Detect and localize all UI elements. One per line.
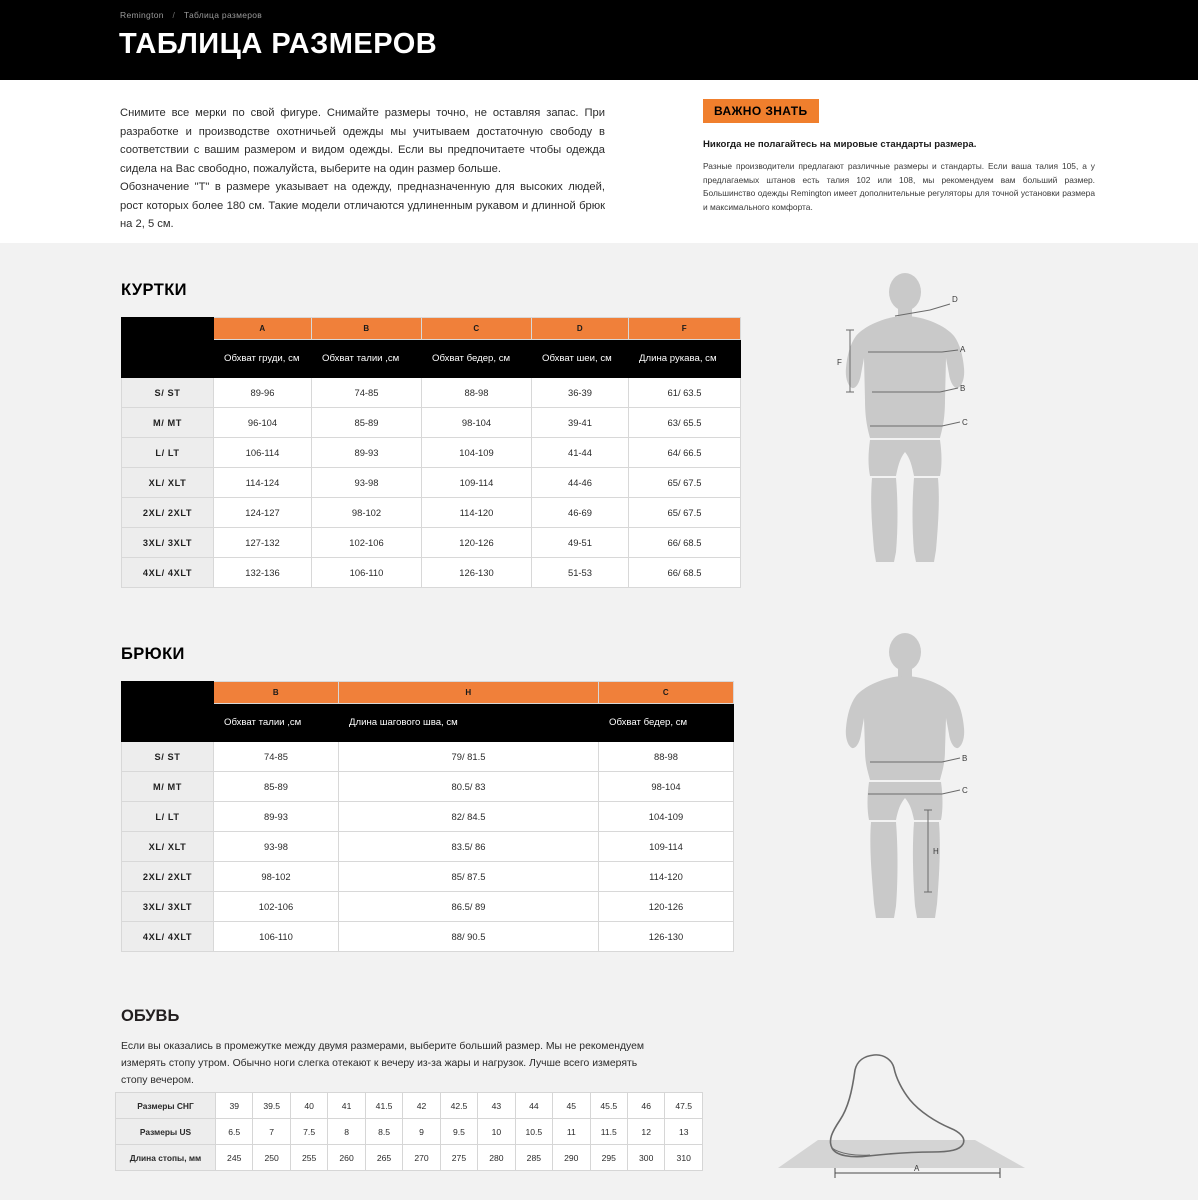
shoes-cell-2-0: 245 bbox=[216, 1145, 253, 1171]
shoes-cell-1-9: 11 bbox=[553, 1119, 590, 1145]
table-row bbox=[122, 832, 734, 862]
jackets-cell-2-1: 106-114 bbox=[214, 438, 312, 468]
shoes-cell-0-7: 43 bbox=[478, 1093, 515, 1119]
jackets-header-1: Обхват груди, см bbox=[214, 340, 312, 378]
pants-cell-0-1: 74-85 bbox=[214, 742, 339, 772]
shoes-cell-1-8: 10.5 bbox=[515, 1119, 552, 1145]
pants-cell-1-3: 98-104 bbox=[599, 772, 734, 802]
shoes-table bbox=[115, 1092, 703, 1171]
pants-cell-4-3: 114-120 bbox=[599, 862, 734, 892]
shoes-cell-1-1: 7 bbox=[253, 1119, 290, 1145]
jackets-header-3: Обхват бедер, см bbox=[422, 340, 532, 378]
jackets-cell-6-5: 66/ 68.5 bbox=[629, 558, 741, 588]
pants-measurement-figure bbox=[790, 630, 1020, 930]
jacket-label-C: C bbox=[962, 418, 968, 427]
jackets-letter-4: D bbox=[532, 318, 629, 340]
table-row bbox=[122, 742, 734, 772]
table-row bbox=[122, 802, 734, 832]
table-row bbox=[116, 1145, 703, 1171]
shoes-cell-2-4: 265 bbox=[365, 1145, 402, 1171]
jackets-cell-4-2: 98-102 bbox=[312, 498, 422, 528]
jackets-header-4: Обхват шеи, см bbox=[532, 340, 629, 378]
pants-cell-4-0: 2XL/ 2XLT bbox=[122, 862, 214, 892]
intro-paragraph-2: Обозначение "Т" в размере указывает на одежду, предназначенную для высоких людей, рост которых более 180 см. Такие модели отличаются удлиненным рукавом и длинной брюк на 2, 5 см. bbox=[120, 181, 605, 230]
pants-cell-5-3: 120-126 bbox=[599, 892, 734, 922]
intro-paragraph-1: Снимите все мерки по свой фигуре. Снимайте размеры точно, не оставляя запас. При разработке и производстве охотничьей одежды мы учитываем достаточную свободу в соответствии с вашим размером и видом одежды. Если вы предпочитаете чтобы одежда сидела на Вас свободно, пожалуйста, выберите на один размер больше. bbox=[120, 107, 605, 175]
pants-cell-4-1: 98-102 bbox=[214, 862, 339, 892]
table-row bbox=[122, 862, 734, 892]
shoes-cell-0-10: 45.5 bbox=[590, 1093, 627, 1119]
shoes-cell-2-2: 255 bbox=[290, 1145, 327, 1171]
jackets-cell-6-3: 126-130 bbox=[422, 558, 532, 588]
jackets-cell-5-2: 102-106 bbox=[312, 528, 422, 558]
jackets-cell-0-0: S/ ST bbox=[122, 378, 214, 408]
shoes-cell-2-3: 260 bbox=[328, 1145, 365, 1171]
jackets-header-0 bbox=[122, 340, 214, 378]
shoes-row-label-0: Размеры СНГ bbox=[116, 1093, 216, 1119]
pants-cell-5-1: 102-106 bbox=[214, 892, 339, 922]
pants-cell-1-0: M/ MT bbox=[122, 772, 214, 802]
table-row bbox=[122, 378, 741, 408]
pants-cell-3-3: 109-114 bbox=[599, 832, 734, 862]
jackets-header-2: Обхват талии ,см bbox=[312, 340, 422, 378]
pants-letter-3: C bbox=[599, 682, 734, 704]
shoes-cell-2-9: 290 bbox=[553, 1145, 590, 1171]
jackets-letter-2: B bbox=[312, 318, 422, 340]
shoes-cell-2-12: 310 bbox=[665, 1145, 703, 1171]
jackets-cell-2-2: 89-93 bbox=[312, 438, 422, 468]
shoes-cell-2-1: 250 bbox=[253, 1145, 290, 1171]
jackets-cell-2-3: 104-109 bbox=[422, 438, 532, 468]
breadcrumb bbox=[120, 10, 262, 20]
jackets-table-wrap bbox=[121, 317, 717, 588]
shoes-cell-1-0: 6.5 bbox=[216, 1119, 253, 1145]
shoes-text: Если вы оказались в промежутке между двумя размерами, выберите больший размер. Мы не рекомендуем измерять стопу утром. Обычно ноги слегка отекают к вечеру из-за жары и нагрузок. Лучше всего измерять стопу вечером. bbox=[121, 1041, 645, 1086]
pants-cell-6-0: 4XL/ 4XLT bbox=[122, 922, 214, 952]
table-row bbox=[122, 438, 741, 468]
table-row bbox=[122, 498, 741, 528]
shoes-row-label-2: Длина стопы, мм bbox=[116, 1145, 216, 1171]
pants-header-3: Обхват бедер, см bbox=[599, 704, 734, 742]
pants-label-H: H bbox=[933, 847, 939, 856]
jackets-cell-3-4: 44-46 bbox=[532, 468, 629, 498]
important-subtitle: Никогда не полагайтесь на мировые стандарты размера. bbox=[703, 139, 977, 150]
shoes-cell-1-10: 11.5 bbox=[590, 1119, 627, 1145]
intro-text bbox=[120, 104, 605, 234]
pants-header-2: Длина шагового шва, см bbox=[339, 704, 599, 742]
shoes-cell-0-5: 42 bbox=[403, 1093, 440, 1119]
shoes-table-wrap bbox=[115, 1092, 703, 1171]
pants-cell-1-2: 80.5/ 83 bbox=[339, 772, 599, 802]
pants-title: БРЮКИ bbox=[121, 645, 185, 663]
jackets-cell-5-1: 127-132 bbox=[214, 528, 312, 558]
shoes-cell-2-10: 295 bbox=[590, 1145, 627, 1171]
shoes-cell-1-7: 10 bbox=[478, 1119, 515, 1145]
jackets-letter-0 bbox=[122, 318, 214, 340]
table-row bbox=[122, 772, 734, 802]
jackets-header-row bbox=[122, 340, 741, 378]
pants-cell-6-1: 106-110 bbox=[214, 922, 339, 952]
shoes-cell-0-8: 44 bbox=[515, 1093, 552, 1119]
jackets-cell-2-0: L/ LT bbox=[122, 438, 214, 468]
jackets-cell-6-2: 106-110 bbox=[312, 558, 422, 588]
jackets-cell-1-0: M/ MT bbox=[122, 408, 214, 438]
shoes-cell-0-6: 42.5 bbox=[440, 1093, 477, 1119]
jacket-label-B: B bbox=[960, 384, 966, 393]
pants-cell-2-1: 89-93 bbox=[214, 802, 339, 832]
jackets-cell-2-4: 41-44 bbox=[532, 438, 629, 468]
shoes-cell-2-5: 270 bbox=[403, 1145, 440, 1171]
pants-cell-4-2: 85/ 87.5 bbox=[339, 862, 599, 892]
pants-letter-2: H bbox=[339, 682, 599, 704]
jackets-cell-1-3: 98-104 bbox=[422, 408, 532, 438]
jackets-cell-3-2: 93-98 bbox=[312, 468, 422, 498]
pants-cell-3-2: 83.5/ 86 bbox=[339, 832, 599, 862]
pants-table bbox=[121, 681, 734, 952]
table-row bbox=[122, 528, 741, 558]
jackets-cell-6-0: 4XL/ 4XLT bbox=[122, 558, 214, 588]
pants-cell-2-3: 104-109 bbox=[599, 802, 734, 832]
shoes-cell-1-11: 12 bbox=[627, 1119, 664, 1145]
jackets-cell-4-4: 46-69 bbox=[532, 498, 629, 528]
pants-cell-5-0: 3XL/ 3XLT bbox=[122, 892, 214, 922]
jackets-cell-3-3: 109-114 bbox=[422, 468, 532, 498]
shoes-title: ОБУВЬ bbox=[121, 1007, 180, 1025]
table-row bbox=[122, 558, 741, 588]
table-row bbox=[122, 922, 734, 952]
jackets-cell-6-4: 51-53 bbox=[532, 558, 629, 588]
important-badge: ВАЖНО ЗНАТЬ bbox=[703, 99, 819, 123]
jackets-letter-1: A bbox=[214, 318, 312, 340]
important-block bbox=[703, 99, 1103, 214]
shoes-cell-0-2: 40 bbox=[290, 1093, 327, 1119]
shoe-label-A: A bbox=[914, 1164, 920, 1173]
shoes-cell-0-0: 39 bbox=[216, 1093, 253, 1119]
shoes-cell-2-6: 275 bbox=[440, 1145, 477, 1171]
jackets-cell-6-1: 132-136 bbox=[214, 558, 312, 588]
pants-label-C: C bbox=[962, 786, 968, 795]
jackets-cell-1-5: 63/ 65.5 bbox=[629, 408, 741, 438]
jackets-table bbox=[121, 317, 741, 588]
jackets-cell-4-5: 65/ 67.5 bbox=[629, 498, 741, 528]
shoes-cell-1-12: 13 bbox=[665, 1119, 703, 1145]
important-body: Разные производители предлагают различные размеры и стандарты. Если ваша талия 105, а у предлагаемых штанов есть талия 102 или 108, мы рекомендуем вам больший размер. Большинство одежды Remington имеет дополнительные регуляторы для точной установки размера и максимального комфорта. bbox=[703, 161, 1095, 212]
jackets-cell-4-3: 114-120 bbox=[422, 498, 532, 528]
shoes-cell-1-3: 8 bbox=[328, 1119, 365, 1145]
pants-cell-3-1: 93-98 bbox=[214, 832, 339, 862]
breadcrumb-separator: / bbox=[172, 10, 176, 20]
shoes-cell-0-3: 41 bbox=[328, 1093, 365, 1119]
jackets-cell-0-1: 89-96 bbox=[214, 378, 312, 408]
pants-cell-0-3: 88-98 bbox=[599, 742, 734, 772]
jackets-cell-3-5: 65/ 67.5 bbox=[629, 468, 741, 498]
shoes-row-label-1: Размеры US bbox=[116, 1119, 216, 1145]
pants-letter-0 bbox=[122, 682, 214, 704]
foot-measurement-figure bbox=[760, 1040, 1060, 1180]
page-title: ТАБЛИЦА РАЗМЕРОВ bbox=[119, 28, 438, 60]
shoes-cell-0-11: 46 bbox=[627, 1093, 664, 1119]
jackets-cell-2-5: 64/ 66.5 bbox=[629, 438, 741, 468]
jackets-letter-3: C bbox=[422, 318, 532, 340]
shoes-cell-2-7: 280 bbox=[478, 1145, 515, 1171]
table-row bbox=[122, 468, 741, 498]
jackets-cell-0-2: 74-85 bbox=[312, 378, 422, 408]
jackets-cell-0-5: 61/ 63.5 bbox=[629, 378, 741, 408]
shoes-cell-0-4: 41.5 bbox=[365, 1093, 402, 1119]
jackets-cell-5-5: 66/ 68.5 bbox=[629, 528, 741, 558]
jackets-header-5: Длина рукава, см bbox=[629, 340, 741, 378]
shoes-cell-0-1: 39.5 bbox=[253, 1093, 290, 1119]
shoes-cell-1-6: 9.5 bbox=[440, 1119, 477, 1145]
shoes-cell-2-8: 285 bbox=[515, 1145, 552, 1171]
pants-cell-3-0: XL/ XLT bbox=[122, 832, 214, 862]
shoes-cell-0-9: 45 bbox=[553, 1093, 590, 1119]
page-header bbox=[0, 0, 1198, 80]
jackets-letter-5: F bbox=[629, 318, 741, 340]
jackets-cell-0-4: 36-39 bbox=[532, 378, 629, 408]
pants-header-row bbox=[122, 704, 734, 742]
pants-cell-0-0: S/ ST bbox=[122, 742, 214, 772]
pants-cell-1-1: 85-89 bbox=[214, 772, 339, 802]
pants-letter-1: B bbox=[214, 682, 339, 704]
jackets-cell-1-1: 96-104 bbox=[214, 408, 312, 438]
pants-cell-5-2: 86.5/ 89 bbox=[339, 892, 599, 922]
table-row bbox=[122, 892, 734, 922]
jackets-cell-4-0: 2XL/ 2XLT bbox=[122, 498, 214, 528]
jackets-title: КУРТКИ bbox=[121, 281, 187, 299]
shoes-cell-2-11: 300 bbox=[627, 1145, 664, 1171]
jackets-cell-5-4: 49-51 bbox=[532, 528, 629, 558]
breadcrumb-current: Таблица размеров bbox=[183, 10, 263, 20]
pants-cell-6-3: 126-130 bbox=[599, 922, 734, 952]
jackets-cell-3-1: 114-124 bbox=[214, 468, 312, 498]
breadcrumb-root[interactable]: Remington bbox=[120, 10, 164, 20]
jackets-cell-1-2: 85-89 bbox=[312, 408, 422, 438]
table-row bbox=[116, 1093, 703, 1119]
pants-letters-row bbox=[122, 682, 734, 704]
jackets-cell-0-3: 88-98 bbox=[422, 378, 532, 408]
jacket-label-A: A bbox=[960, 345, 966, 354]
shoes-cell-1-4: 8.5 bbox=[365, 1119, 402, 1145]
pants-table-wrap bbox=[121, 681, 733, 952]
jackets-cell-1-4: 39-41 bbox=[532, 408, 629, 438]
jackets-cell-3-0: XL/ XLT bbox=[122, 468, 214, 498]
shoes-cell-1-5: 9 bbox=[403, 1119, 440, 1145]
jackets-cell-5-3: 120-126 bbox=[422, 528, 532, 558]
table-row bbox=[116, 1119, 703, 1145]
pants-header-0 bbox=[122, 704, 214, 742]
pants-cell-6-2: 88/ 90.5 bbox=[339, 922, 599, 952]
jackets-cell-5-0: 3XL/ 3XLT bbox=[122, 528, 214, 558]
pants-label-B: B bbox=[962, 754, 968, 763]
shoes-cell-0-12: 47.5 bbox=[665, 1093, 703, 1119]
jacket-label-F: F bbox=[837, 358, 842, 367]
table-row bbox=[122, 408, 741, 438]
pants-cell-0-2: 79/ 81.5 bbox=[339, 742, 599, 772]
intro-section bbox=[0, 80, 1198, 243]
pants-cell-2-0: L/ LT bbox=[122, 802, 214, 832]
shoes-cell-1-2: 7.5 bbox=[290, 1119, 327, 1145]
jackets-cell-4-1: 124-127 bbox=[214, 498, 312, 528]
pants-header-1: Обхват талии ,см bbox=[214, 704, 339, 742]
jacket-label-D: D bbox=[952, 295, 958, 304]
jackets-letters-row bbox=[122, 318, 741, 340]
pants-cell-2-2: 82/ 84.5 bbox=[339, 802, 599, 832]
jacket-measurement-figure bbox=[790, 270, 1020, 570]
